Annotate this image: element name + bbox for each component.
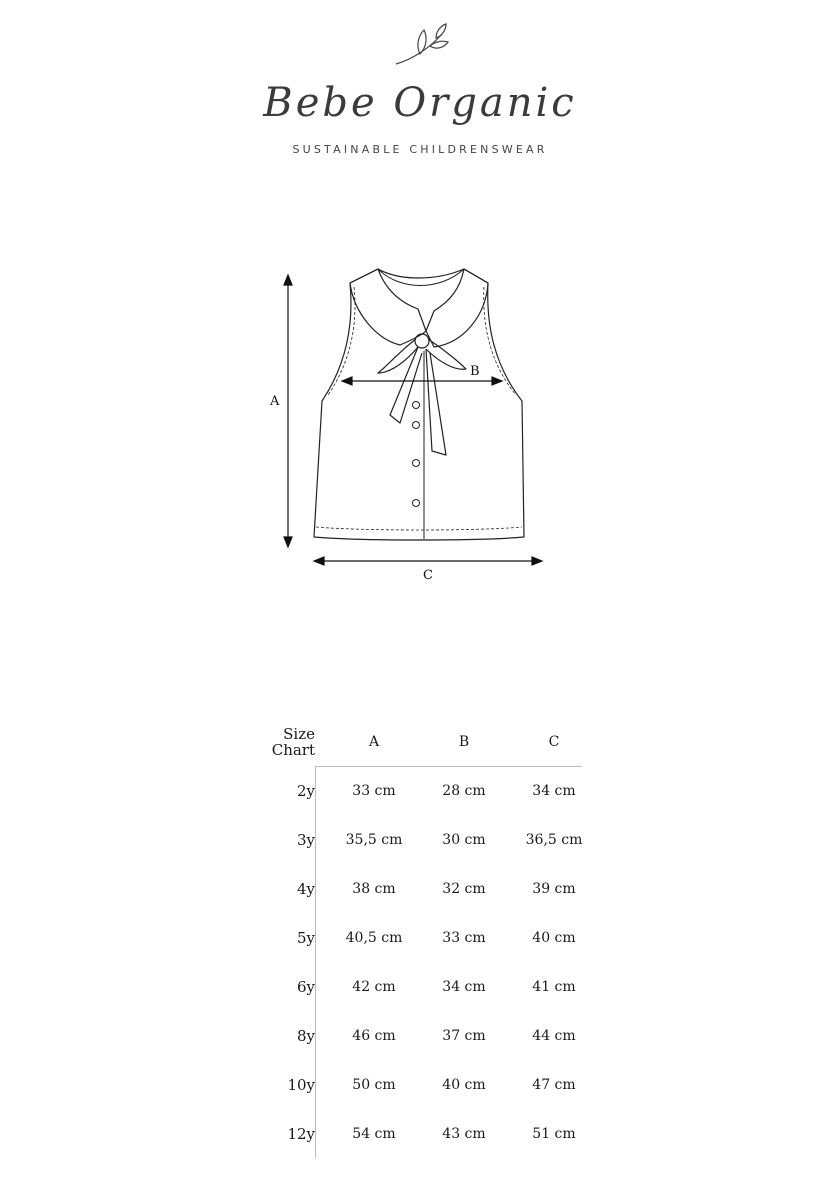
value-c-cell: 41 cm — [532, 978, 576, 995]
header-col-a: A — [368, 734, 380, 750]
brand-tagline: SUSTAINABLE CHILDRENSWEAR — [292, 143, 548, 156]
header-col-b: B — [458, 734, 470, 750]
size-cell: 3y — [296, 830, 315, 849]
table-row — [240, 815, 599, 864]
value-b-cell: 28 cm — [442, 782, 486, 799]
value-b-cell: 30 cm — [442, 831, 486, 848]
value-c-cell: 44 cm — [532, 1027, 576, 1044]
bow-knot — [415, 334, 429, 348]
value-c-cell: 34 cm — [532, 782, 576, 799]
garment-diagram — [250, 255, 570, 595]
value-b-cell: 34 cm — [442, 978, 486, 995]
value-c-cell: 51 cm — [532, 1125, 576, 1142]
table-row — [240, 962, 599, 1011]
value-b-cell: 37 cm — [442, 1027, 486, 1044]
value-c-cell: 39 cm — [532, 880, 576, 897]
size-cell: 6y — [296, 977, 315, 996]
brand-name: Bebe Organic — [263, 80, 577, 126]
header-size-chart — [240, 718, 329, 766]
collar-left — [350, 269, 426, 345]
value-a-cell: 33 cm — [352, 782, 396, 799]
table-row — [240, 913, 599, 962]
size-chart-table — [240, 718, 599, 1158]
dimension-label-c: C — [423, 568, 433, 583]
value-a-cell: 50 cm — [352, 1076, 396, 1093]
size-cell: 2y — [296, 781, 315, 800]
value-a-cell: 54 cm — [352, 1125, 396, 1142]
table-row — [240, 1060, 599, 1109]
size-cell: 8y — [296, 1026, 315, 1045]
value-a-cell: 38 cm — [352, 880, 396, 897]
header-size-line2: Chart — [271, 741, 315, 759]
button-1 — [413, 402, 420, 409]
value-b-cell: 33 cm — [442, 929, 486, 946]
size-cell: 10y — [287, 1075, 315, 1094]
size-chart-header-row — [240, 718, 599, 766]
size-cell: 5y — [296, 928, 315, 947]
value-c-cell: 40 cm — [532, 929, 576, 946]
button-2 — [413, 422, 420, 429]
value-b-cell: 40 cm — [442, 1076, 486, 1093]
dimension-label-b: B — [470, 364, 480, 379]
value-a-cell: 35,5 cm — [345, 831, 403, 848]
value-b-cell: 43 cm — [442, 1125, 486, 1142]
bow-ribbon-right — [426, 349, 446, 455]
table-row — [240, 864, 599, 913]
table-row — [240, 766, 599, 815]
value-c-cell: 36,5 cm — [525, 831, 583, 848]
button-4 — [413, 500, 420, 507]
size-cell: 12y — [287, 1124, 315, 1143]
bow-ribbon-left — [390, 347, 422, 423]
value-a-cell: 42 cm — [352, 978, 396, 995]
header-col-c: C — [548, 734, 560, 750]
button-3 — [413, 460, 420, 467]
header-size-line1: Size — [283, 725, 315, 743]
value-c-cell: 47 cm — [532, 1076, 576, 1093]
value-b-cell: 32 cm — [442, 880, 486, 897]
table-header-divider — [316, 766, 582, 767]
table-column-divider — [315, 766, 316, 1158]
table-row — [240, 1109, 599, 1158]
dimension-label-a: A — [270, 394, 280, 409]
value-a-cell: 46 cm — [352, 1027, 396, 1044]
size-cell: 4y — [296, 879, 315, 898]
leaf-sprig-icon — [0, 20, 840, 80]
value-a-cell: 40,5 cm — [345, 929, 403, 946]
collar-right — [426, 269, 488, 347]
table-row — [240, 1011, 599, 1060]
